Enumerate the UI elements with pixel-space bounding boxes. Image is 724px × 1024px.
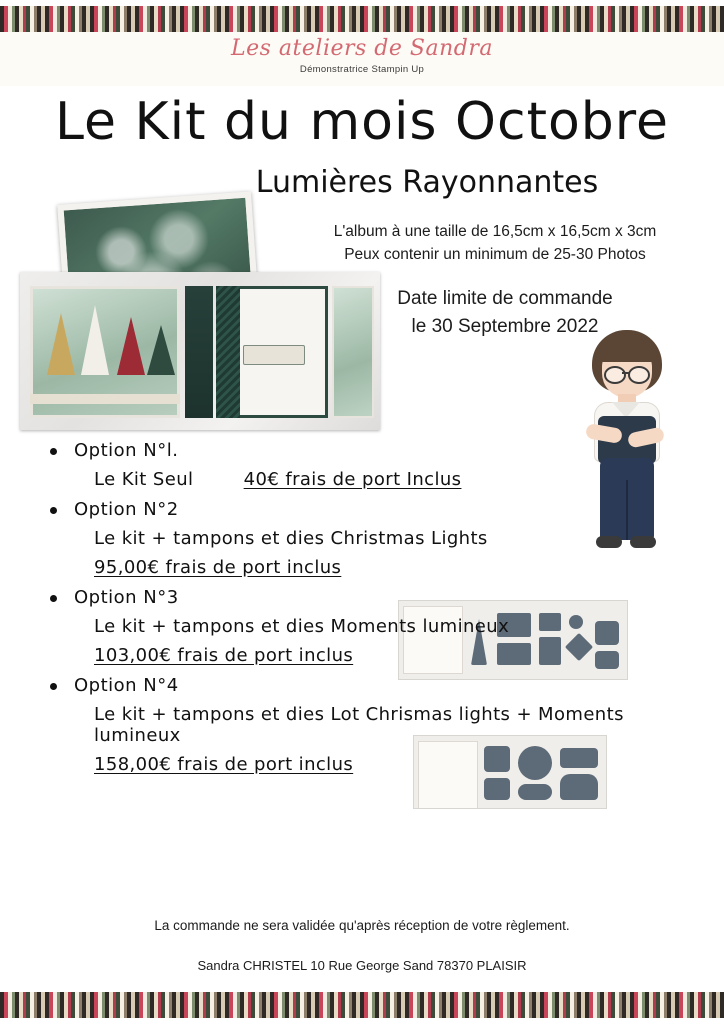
album-ribbon bbox=[30, 394, 180, 404]
option-4-detail: Le kit + tampons et dies Lot Chrismas lights + Moments lumineux bbox=[94, 704, 624, 746]
bullet-icon bbox=[50, 595, 57, 602]
deadline-line-2: le 30 Septembre 2022 bbox=[411, 315, 599, 337]
album-right-panel bbox=[332, 286, 374, 418]
album-tag bbox=[243, 345, 305, 365]
option-1-title: Option N°l. bbox=[74, 440, 179, 461]
bullet-icon bbox=[50, 448, 57, 455]
option-4-price: 158,00€ frais de port inclus bbox=[94, 754, 354, 775]
option-item-1[interactable] bbox=[46, 440, 706, 490]
page-title: Le Kit du mois Octobre bbox=[54, 92, 670, 152]
option-1-detail-row bbox=[94, 469, 706, 490]
mascot-glasses-bridge bbox=[622, 372, 630, 374]
option-2-title: Option N°2 bbox=[74, 499, 179, 520]
tree-white-icon bbox=[81, 305, 109, 375]
option-3-detail: Le kit + tampons et dies Moments lumineux bbox=[94, 616, 510, 637]
mascot-glasses-right bbox=[628, 366, 650, 384]
option-4-title: Option N°4 bbox=[74, 675, 179, 696]
album-main-photo bbox=[20, 272, 380, 430]
option-3-title: Option N°3 bbox=[74, 587, 179, 608]
validation-note: La commande ne sera validée qu'après réception de votre règlement. bbox=[154, 918, 570, 933]
mascot-hair-front bbox=[596, 336, 658, 362]
option-item-2[interactable] bbox=[46, 499, 706, 578]
brand-name: Les ateliers de Sandra bbox=[231, 36, 493, 61]
brand-header bbox=[0, 36, 724, 75]
tree-gold-icon bbox=[47, 313, 75, 375]
mascot-glasses-left bbox=[604, 366, 626, 384]
option-2-detail: Le kit + tampons et dies Christmas Lights bbox=[94, 528, 488, 549]
option-3-price: 103,00€ frais de port inclus bbox=[94, 645, 354, 666]
page-subtitle: Lumières Rayonnantes bbox=[255, 165, 599, 200]
option-item-4[interactable] bbox=[46, 675, 706, 775]
option-item-3[interactable] bbox=[46, 587, 706, 666]
options-list bbox=[46, 440, 706, 784]
bullet-icon bbox=[50, 683, 57, 690]
album-description bbox=[280, 220, 710, 267]
decorative-stripe-bottom bbox=[0, 992, 724, 1018]
option-1-price: 40€ frais de port Inclus bbox=[243, 469, 462, 490]
description-line-1: L'album à une taille de 16,5cm x 16,5cm x 3cm bbox=[333, 223, 657, 240]
tree-red-icon bbox=[117, 317, 145, 375]
album-patterned-strip bbox=[216, 286, 240, 418]
die-oval-1 bbox=[518, 784, 552, 800]
album-spine bbox=[185, 286, 213, 418]
option-2-price: 95,00€ frais de port inclus bbox=[94, 557, 342, 578]
tree-green-icon bbox=[147, 325, 175, 375]
option-1-detail: Le Kit Seul bbox=[94, 469, 194, 490]
brand-subtitle: Démonstratrice Stampin Up bbox=[299, 64, 425, 75]
contact-address: Sandra CHRISTEL 10 Rue George Sand 78370 PLAISIR bbox=[197, 958, 527, 973]
decorative-stripe-top bbox=[0, 6, 724, 32]
bullet-icon bbox=[50, 507, 57, 514]
deadline-line-1: Date limite de commande bbox=[397, 288, 613, 309]
description-line-2: Peux contenir un minimum de 25-30 Photos bbox=[344, 246, 646, 264]
